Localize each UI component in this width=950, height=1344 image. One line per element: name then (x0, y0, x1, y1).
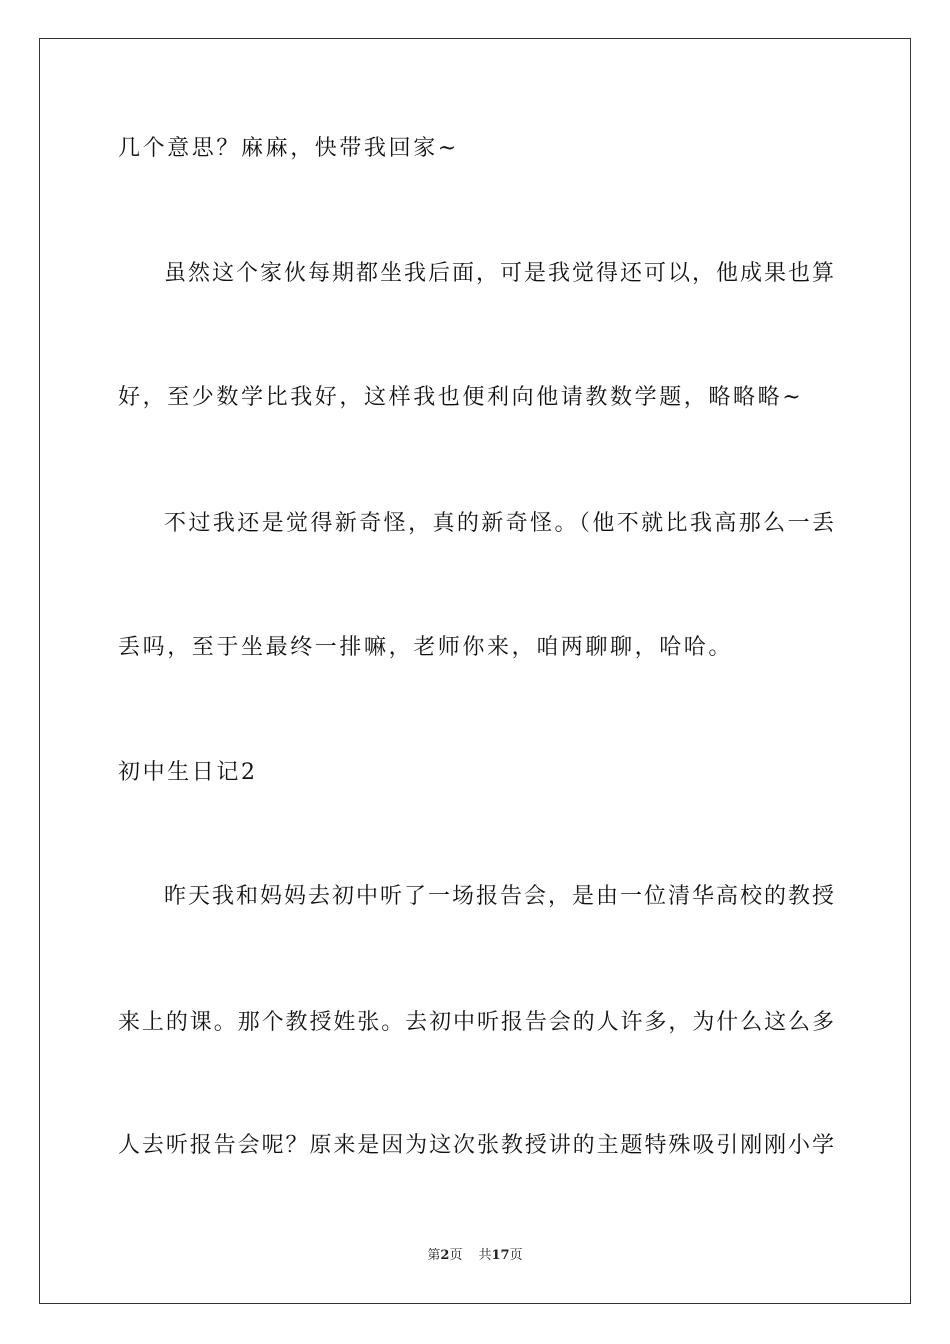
footer-page-current: 2 (440, 1248, 450, 1263)
footer-page-total: 17 (491, 1248, 510, 1263)
paragraph-line-2: 虽然这个家伙每期都坐我后面，可是我觉得还可以，他成果也算 (164, 261, 834, 286)
paragraph-line-3: 好，至少数学比我好，这样我也便利向他请教数学题，略略略~ (118, 385, 804, 410)
footer-total-prefix: 共 (478, 1248, 492, 1263)
text-line-1: 几个意思？麻麻，快带我回家~ (118, 136, 459, 161)
footer-total-suffix: 页 (509, 1248, 523, 1263)
paragraph-line-5: 丢吗，至于坐最终一排嘛，老师你来，咱两聊聊，哈哈。 (118, 635, 734, 660)
footer-page-suffix: 页 (449, 1248, 463, 1263)
page-footer (0, 1247, 950, 1265)
paragraph-line-7: 昨天我和妈妈去初中听了一场报告会，是由一位清华高校的教授 (164, 884, 834, 909)
page-border (39, 38, 911, 1304)
footer-page-prefix: 第 (427, 1248, 441, 1263)
paragraph-line-9: 人去听报告会呢？原来是因为这次张教授讲的主题特殊吸引刚刚小学 (118, 1133, 834, 1158)
paragraph-line-8: 来上的课。那个教授姓张。去初中听报告会的人许多，为什么这么多 (118, 1010, 834, 1035)
paragraph-line-4: 不过我还是觉得新奇怪，真的新奇怪。（他不就比我高那么一丢 (164, 511, 834, 536)
section-heading: 初中生日记2 (118, 760, 258, 785)
